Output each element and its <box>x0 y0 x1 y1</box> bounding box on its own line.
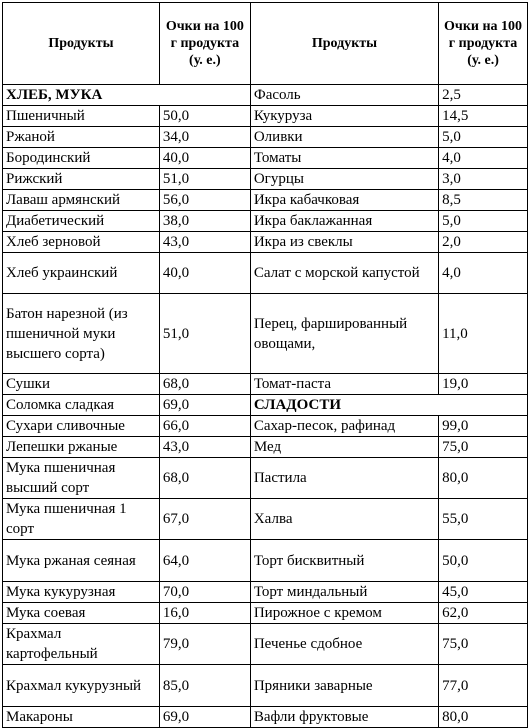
header-points-right: Очки на 100 г продукта (у. е.) <box>439 3 528 85</box>
table-row <box>3 395 528 416</box>
section-header-bread: ХЛЕБ, МУКА <box>3 85 251 106</box>
left-product: Сухари сливочные <box>3 416 160 437</box>
table-row <box>3 540 528 582</box>
right-product: Пирожное с кремом <box>250 603 438 624</box>
right-product: Вафли фруктовые <box>250 707 438 728</box>
left-product: Батон нарезной (из пшеничной муки высшего сорта) <box>3 294 160 374</box>
right-product: Торт бисквитный <box>250 540 438 582</box>
left-product: Пшеничный <box>3 106 160 127</box>
right-product: Пряники заварные <box>250 665 438 707</box>
table-row <box>3 85 528 106</box>
table-row <box>3 169 528 190</box>
right-points: 4,0 <box>439 148 528 169</box>
left-points: 64,0 <box>159 540 250 582</box>
right-product: Торт миндальный <box>250 582 438 603</box>
left-product: Мука пшеничная 1 сорт <box>3 499 160 540</box>
right-points: 75,0 <box>439 437 528 458</box>
right-product: Сахар-песок, рафинад <box>250 416 438 437</box>
header-product-left: Продукты <box>3 3 160 85</box>
left-points: 67,0 <box>159 499 250 540</box>
table-row <box>3 665 528 707</box>
table-row <box>3 294 528 374</box>
left-points: 34,0 <box>159 127 250 148</box>
right-points: 3,0 <box>439 169 528 190</box>
right-points: 5,0 <box>439 211 528 232</box>
right-points: 75,0 <box>439 624 528 665</box>
table-row <box>3 624 528 665</box>
table-row <box>3 437 528 458</box>
left-product: Мука кукурузная <box>3 582 160 603</box>
table-row <box>3 582 528 603</box>
left-product: Лепешки ржаные <box>3 437 160 458</box>
right-points: 80,0 <box>439 458 528 499</box>
left-points: 40,0 <box>159 148 250 169</box>
table-row <box>3 374 528 395</box>
left-points: 70,0 <box>159 582 250 603</box>
left-points: 69,0 <box>159 395 250 416</box>
table-row <box>3 416 528 437</box>
left-points: 38,0 <box>159 211 250 232</box>
right-points: 5,0 <box>439 127 528 148</box>
left-product: Мука ржаная сеяная <box>3 540 160 582</box>
right-points: 99,0 <box>439 416 528 437</box>
left-points: 56,0 <box>159 190 250 211</box>
table-row <box>3 148 528 169</box>
left-product: Хлеб зерновой <box>3 232 160 253</box>
right-points: 77,0 <box>439 665 528 707</box>
right-points: 19,0 <box>439 374 528 395</box>
right-product: Огурцы <box>250 169 438 190</box>
right-product: Салат с морской капустой <box>250 253 438 294</box>
right-product: Кукуруза <box>250 106 438 127</box>
left-points: 40,0 <box>159 253 250 294</box>
left-product: Хлеб украинский <box>3 253 160 294</box>
left-product: Крахмал картофельный <box>3 624 160 665</box>
table-row <box>3 190 528 211</box>
right-product: Икра баклажанная <box>250 211 438 232</box>
left-points: 43,0 <box>159 437 250 458</box>
header-row <box>3 3 528 85</box>
points-table <box>2 2 528 728</box>
right-points: 8,5 <box>439 190 528 211</box>
left-points: 16,0 <box>159 603 250 624</box>
right-product: Мед <box>250 437 438 458</box>
table-row <box>3 499 528 540</box>
left-product: Сушки <box>3 374 160 395</box>
right-product: Икра из свеклы <box>250 232 438 253</box>
right-points: 62,0 <box>439 603 528 624</box>
right-product: Томат-паста <box>250 374 438 395</box>
table-row <box>3 603 528 624</box>
right-points: 45,0 <box>439 582 528 603</box>
left-points: 51,0 <box>159 169 250 190</box>
right-points: 14,5 <box>439 106 528 127</box>
right-product: Икра кабачковая <box>250 190 438 211</box>
left-product: Мука пшеничная высший сорт <box>3 458 160 499</box>
left-product: Бородинский <box>3 148 160 169</box>
right-product: Пастила <box>250 458 438 499</box>
table-row <box>3 458 528 499</box>
right-points: 80,0 <box>439 707 528 728</box>
table-row <box>3 211 528 232</box>
left-product: Соломка сладкая <box>3 395 160 416</box>
right-points: 2,5 <box>439 85 528 106</box>
table-row <box>3 707 528 728</box>
header-product-right: Продукты <box>250 3 438 85</box>
table-row <box>3 232 528 253</box>
right-product: Фасоль <box>250 85 438 106</box>
right-points: 4,0 <box>439 253 528 294</box>
left-points: 68,0 <box>159 458 250 499</box>
section-header-sweets: СЛАДОСТИ <box>250 395 527 416</box>
right-points: 50,0 <box>439 540 528 582</box>
right-product: Оливки <box>250 127 438 148</box>
left-product: Диабетический <box>3 211 160 232</box>
right-points: 55,0 <box>439 499 528 540</box>
left-points: 79,0 <box>159 624 250 665</box>
right-product: Халва <box>250 499 438 540</box>
left-points: 43,0 <box>159 232 250 253</box>
header-points-left: Очки на 100 г продукта (у. е.) <box>159 3 250 85</box>
left-points: 68,0 <box>159 374 250 395</box>
left-points: 85,0 <box>159 665 250 707</box>
left-product: Ржаной <box>3 127 160 148</box>
right-points: 11,0 <box>439 294 528 374</box>
table-row <box>3 127 528 148</box>
table-row <box>3 253 528 294</box>
right-points: 2,0 <box>439 232 528 253</box>
left-points: 66,0 <box>159 416 250 437</box>
left-product: Макароны <box>3 707 160 728</box>
left-product: Мука соевая <box>3 603 160 624</box>
left-points: 51,0 <box>159 294 250 374</box>
right-product: Перец, фаршированный овощами, <box>250 294 438 374</box>
right-product: Печенье сдобное <box>250 624 438 665</box>
left-points: 50,0 <box>159 106 250 127</box>
table-row <box>3 106 528 127</box>
right-product: Томаты <box>250 148 438 169</box>
left-points: 69,0 <box>159 707 250 728</box>
left-product: Крахмал кукурузный <box>3 665 160 707</box>
left-product: Лаваш армянский <box>3 190 160 211</box>
left-product: Рижский <box>3 169 160 190</box>
